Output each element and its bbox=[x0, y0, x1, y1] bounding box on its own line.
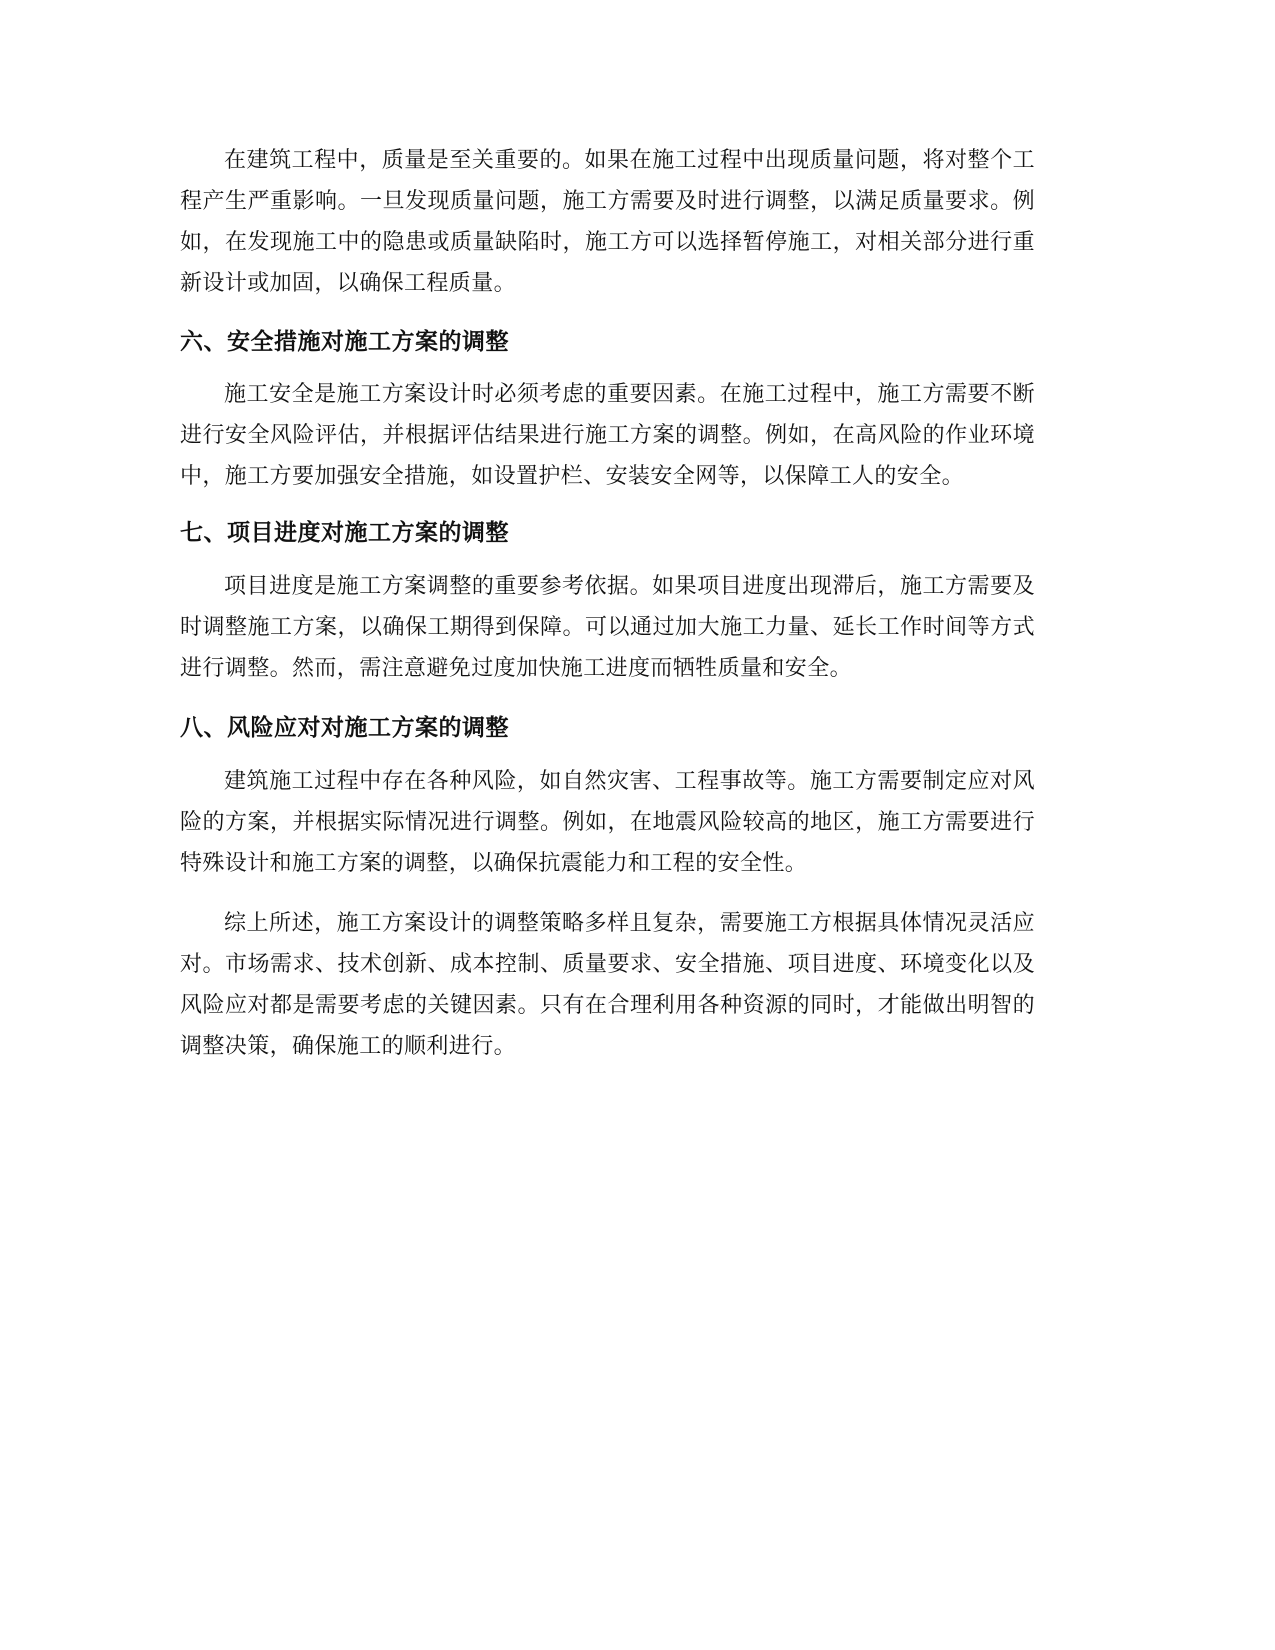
section-heading-safety: 六、安全措施对施工方案的调整 bbox=[180, 329, 509, 355]
section-paragraph-risk: 建筑施工过程中存在各种风险，如自然灾害、工程事故等。施工方需要制定应对风险的方案，并根据实际情况进行调整。例如，在地震风险较高的地区，施工方需要进行特殊设计和施工方案的调整，以确保抗震能力和工程的安全性。 bbox=[180, 769, 1035, 876]
document-page bbox=[180, 140, 1035, 1067]
conclusion-paragraph: 综上所述，施工方案设计的调整策略多样且复杂，需要施工方根据具体情况灵活应对。市场需求、技术创新、成本控制、质量要求、安全措施、项目进度、环境变化以及风险应对都是需要考虑的关键因素。只有在合理利用各种资源的同时，才能做出明智的调整决策，确保施工的顺利进行。 bbox=[180, 911, 1035, 1059]
intro-paragraph: 在建筑工程中，质量是至关重要的。如果在施工过程中出现质量问题，将对整个工程产生严重影响。一旦发现质量问题，施工方需要及时进行调整，以满足质量要求。例如，在发现施工中的隐患或质量缺陷时，施工方可以选择暂停施工，对相关部分进行重新设计或加固，以确保工程质量。 bbox=[180, 148, 1035, 296]
section-heading-risk: 八、风险应对对施工方案的调整 bbox=[180, 715, 509, 741]
section-paragraph-schedule: 项目进度是施工方案调整的重要参考依据。如果项目进度出现滞后，施工方需要及时调整施工方案，以确保工期得到保障。可以通过加大施工力量、延长工作时间等方式进行调整。然而，需注意避免过度加快施工进度而牺牲质量和安全。 bbox=[180, 574, 1035, 681]
section-heading-schedule: 七、项目进度对施工方案的调整 bbox=[180, 520, 509, 546]
section-paragraph-safety: 施工安全是施工方案设计时必须考虑的重要因素。在施工过程中，施工方需要不断进行安全风险评估，并根据评估结果进行施工方案的调整。例如，在高风险的作业环境中，施工方要加强安全措施，如设置护栏、安装安全网等，以保障工人的安全。 bbox=[180, 382, 1035, 489]
